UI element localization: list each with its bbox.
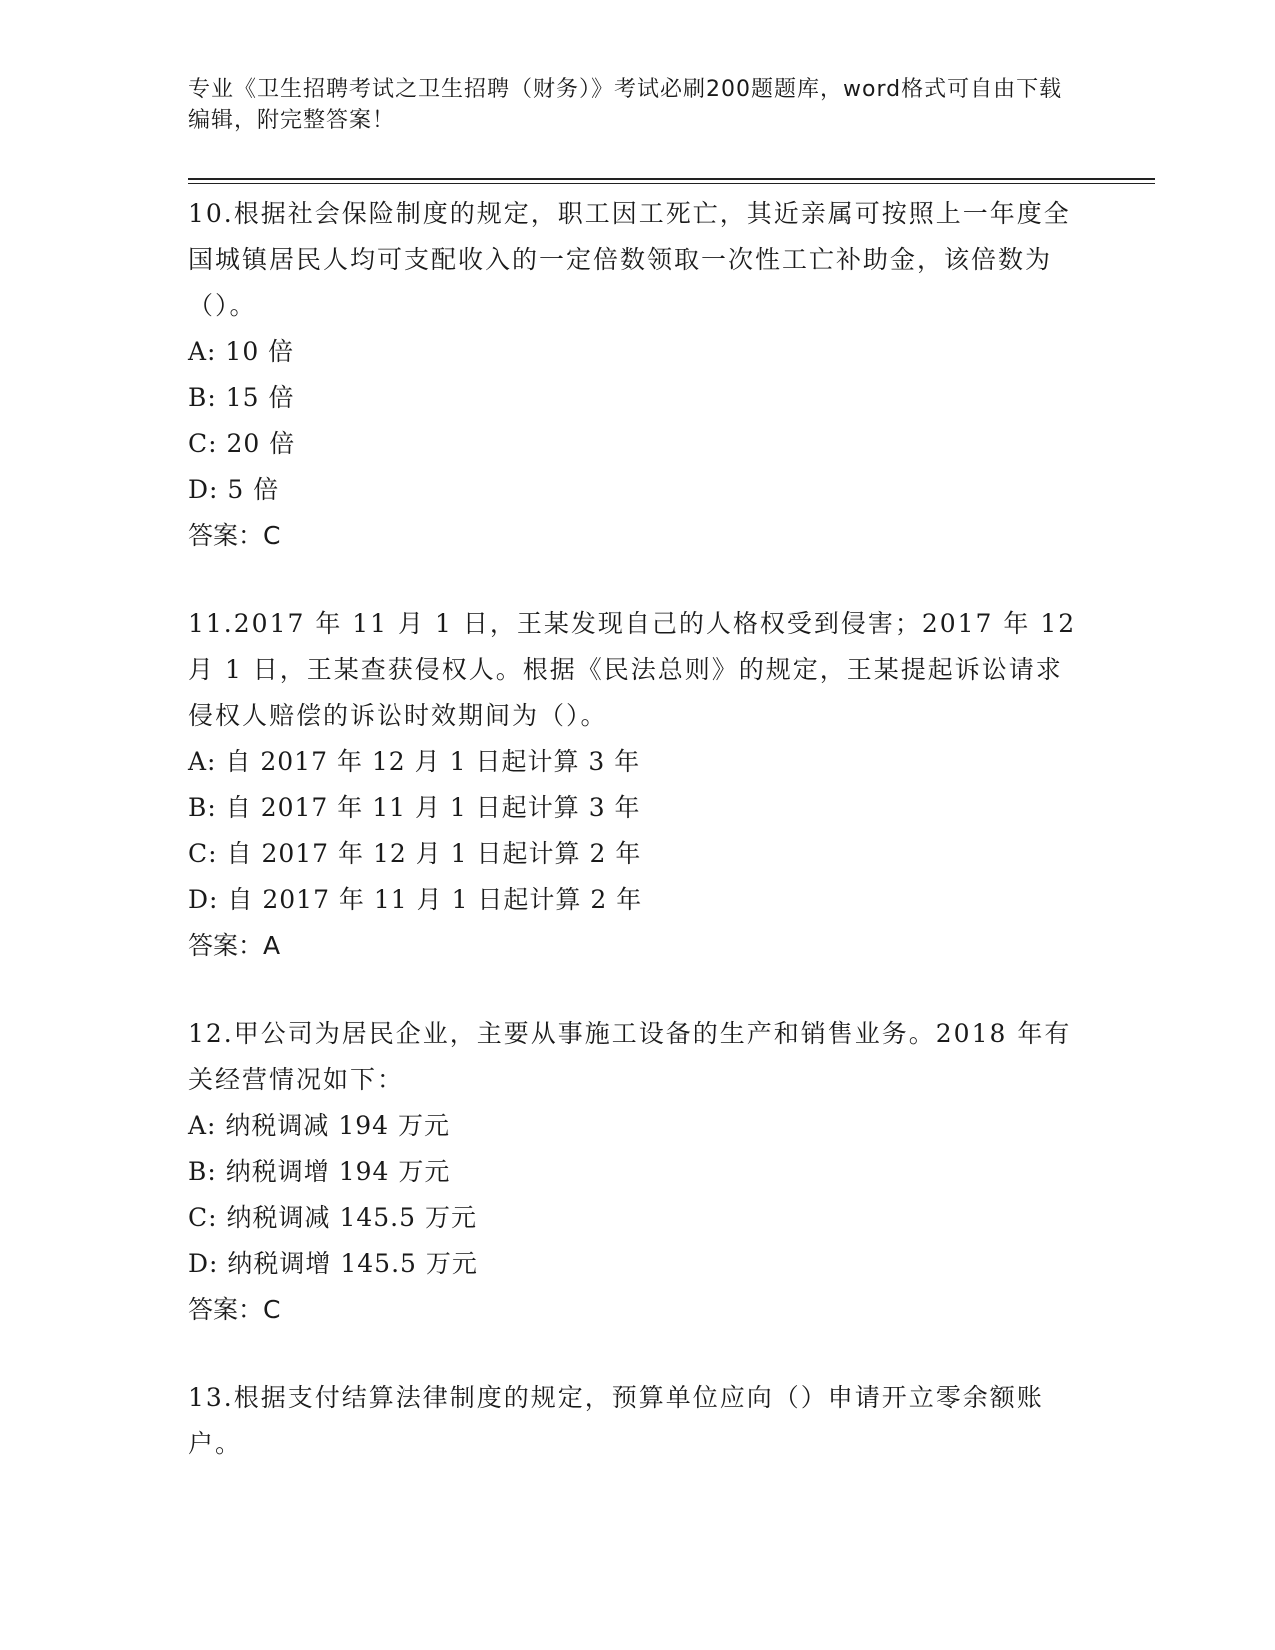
question-stem: 12.甲公司为居民企业，主要从事施工设备的生产和销售业务。2018 年有关经营情况如下：	[188, 1019, 1072, 1094]
option-d: D: 纳税调增 145.5 万元	[188, 1249, 478, 1278]
header-divider-thick	[188, 178, 1155, 180]
option-a: A: 自 2017 年 12 月 1 日起计算 3 年	[188, 747, 641, 776]
question-12	[188, 1011, 1088, 1333]
option-a: A: 10 倍	[188, 337, 295, 366]
option-d: D: 自 2017 年 11 月 1 日起计算 2 年	[188, 885, 643, 914]
question-stem: 13.根据支付结算法律制度的规定，预算单位应向（）申请开立零余额账户。	[188, 1383, 1044, 1458]
question-11	[188, 601, 1088, 969]
question-list	[188, 191, 1088, 1509]
answer-line: 答案：C	[188, 1295, 281, 1324]
question-stem: 10.根据社会保险制度的规定，职工因工死亡，其近亲属可按照上一年度全国城镇居民人均可支配收入的一定倍数领取一次性工亡补助金，该倍数为（）。	[188, 199, 1071, 320]
option-c: C: 纳税调减 145.5 万元	[188, 1203, 477, 1232]
option-b: B: 自 2017 年 11 月 1 日起计算 3 年	[188, 793, 641, 822]
option-d: D: 5 倍	[188, 475, 280, 504]
option-b: B: 15 倍	[188, 383, 295, 412]
header-divider-thin	[188, 183, 1155, 184]
answer-line: 答案：A	[188, 931, 281, 960]
option-c: C: 20 倍	[188, 429, 296, 458]
option-c: C: 自 2017 年 12 月 1 日起计算 2 年	[188, 839, 642, 868]
option-a: A: 纳税调减 194 万元	[188, 1111, 451, 1140]
question-stem: 11.2017 年 11 月 1 日，王某发现自己的人格权受到侵害；2017 年 12 月 1 日，王某查获侵权人。根据《民法总则》的规定，王某提起诉讼请求侵权人赔偿的诉讼时效期间为（）。	[188, 609, 1077, 730]
question-10	[188, 191, 1088, 559]
answer-line: 答案：C	[188, 521, 281, 550]
document-intro: 专业《卫生招聘考试之卫生招聘（财务）》考试必刷200题题库，word格式可自由下载编辑，附完整答案！	[188, 77, 1063, 133]
option-b: B: 纳税调增 194 万元	[188, 1157, 451, 1186]
question-13	[188, 1375, 1088, 1467]
